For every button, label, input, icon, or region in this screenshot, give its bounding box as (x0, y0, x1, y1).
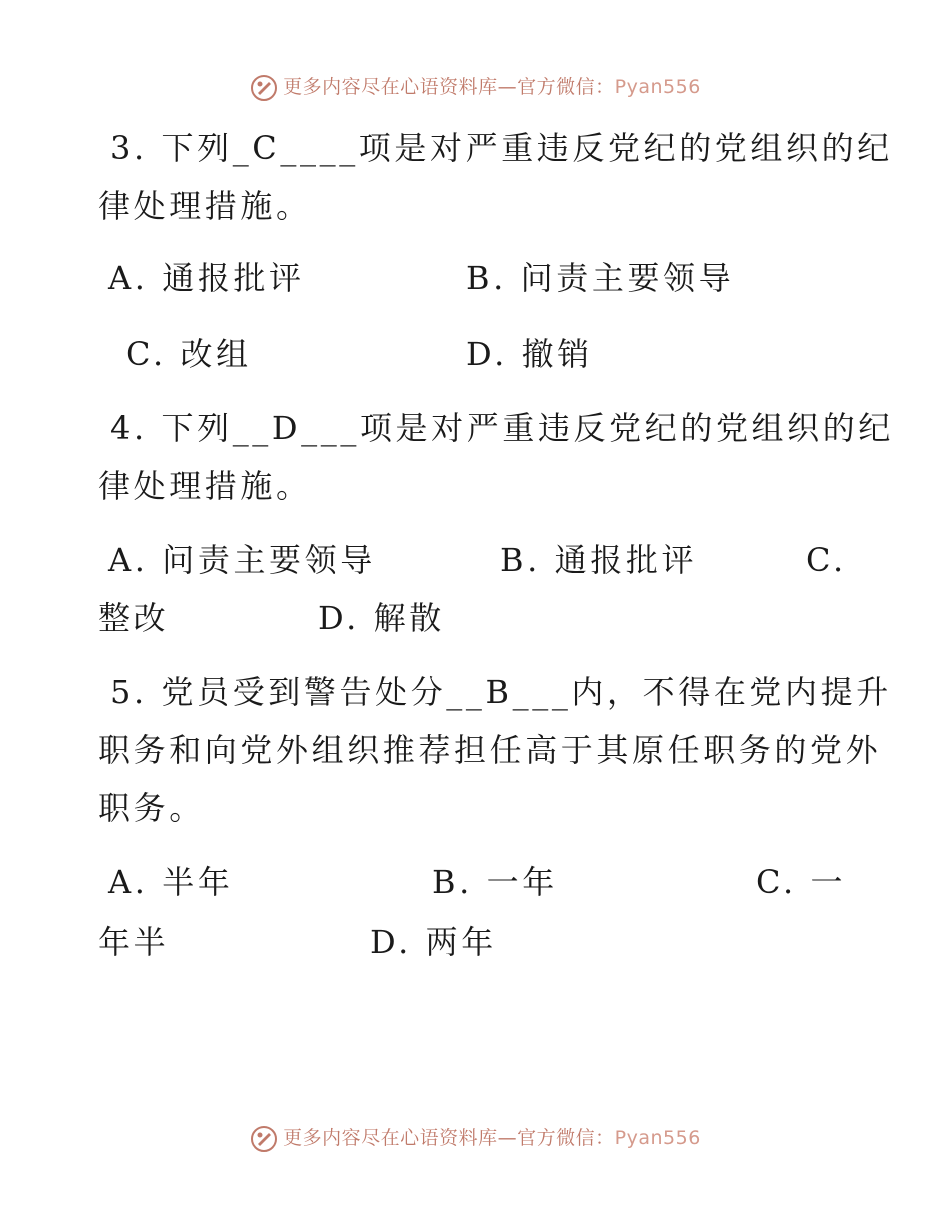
watermark-text: 更多内容尽在心语资料库—官方微信： (283, 76, 615, 98)
q4-option-c-text: 整改 (98, 599, 170, 637)
q5-line-1: 5. 党员受到警告处分__B___内，不得在党内提升 (110, 673, 892, 711)
q5-line-3: 职务。 (98, 789, 205, 827)
q5-option-c-text: 年半 (98, 923, 170, 961)
q5-option-c-label: C. 一 (756, 863, 847, 901)
watermark-text: 更多内容尽在心语资料库—官方微信： (283, 1127, 615, 1149)
q3-option-c: C. 改组 (126, 335, 252, 373)
q5-line-2: 职务和向党外组织推荐担任高于其原任职务的党外 (98, 731, 882, 769)
q5-option-b: B. 一年 (432, 863, 558, 901)
q4-line-1: 4. 下列__D___项是对严重违反党纪的党组织的纪 (110, 409, 894, 447)
q3-line-2: 律处理措施。 (98, 187, 312, 225)
watermark-header (0, 72, 950, 103)
q4-option-d: D. 解散 (318, 599, 445, 637)
q3-option-b: B. 问责主要领导 (466, 259, 735, 297)
q4-option-a: A. 问责主要领导 (108, 541, 376, 579)
q3-line-1: 3. 下列_C____项是对严重违反党纪的党组织的纪 (110, 129, 893, 167)
logo-icon (249, 73, 279, 103)
q5-option-d: D. 两年 (370, 923, 497, 961)
q3-option-d: D. 撤销 (466, 335, 593, 373)
q4-option-c-label: C. (806, 541, 847, 579)
q3-option-a: A. 通报批评 (108, 259, 305, 297)
watermark-id: Pyan556 (614, 76, 701, 98)
q4-option-b: B. 通报批评 (500, 541, 698, 579)
q4-line-2: 律处理措施。 (98, 467, 312, 505)
logo-icon (249, 1124, 279, 1154)
q5-option-a: A. 半年 (108, 863, 234, 901)
watermark-footer (0, 1123, 950, 1154)
watermark-id: Pyan556 (614, 1127, 701, 1149)
